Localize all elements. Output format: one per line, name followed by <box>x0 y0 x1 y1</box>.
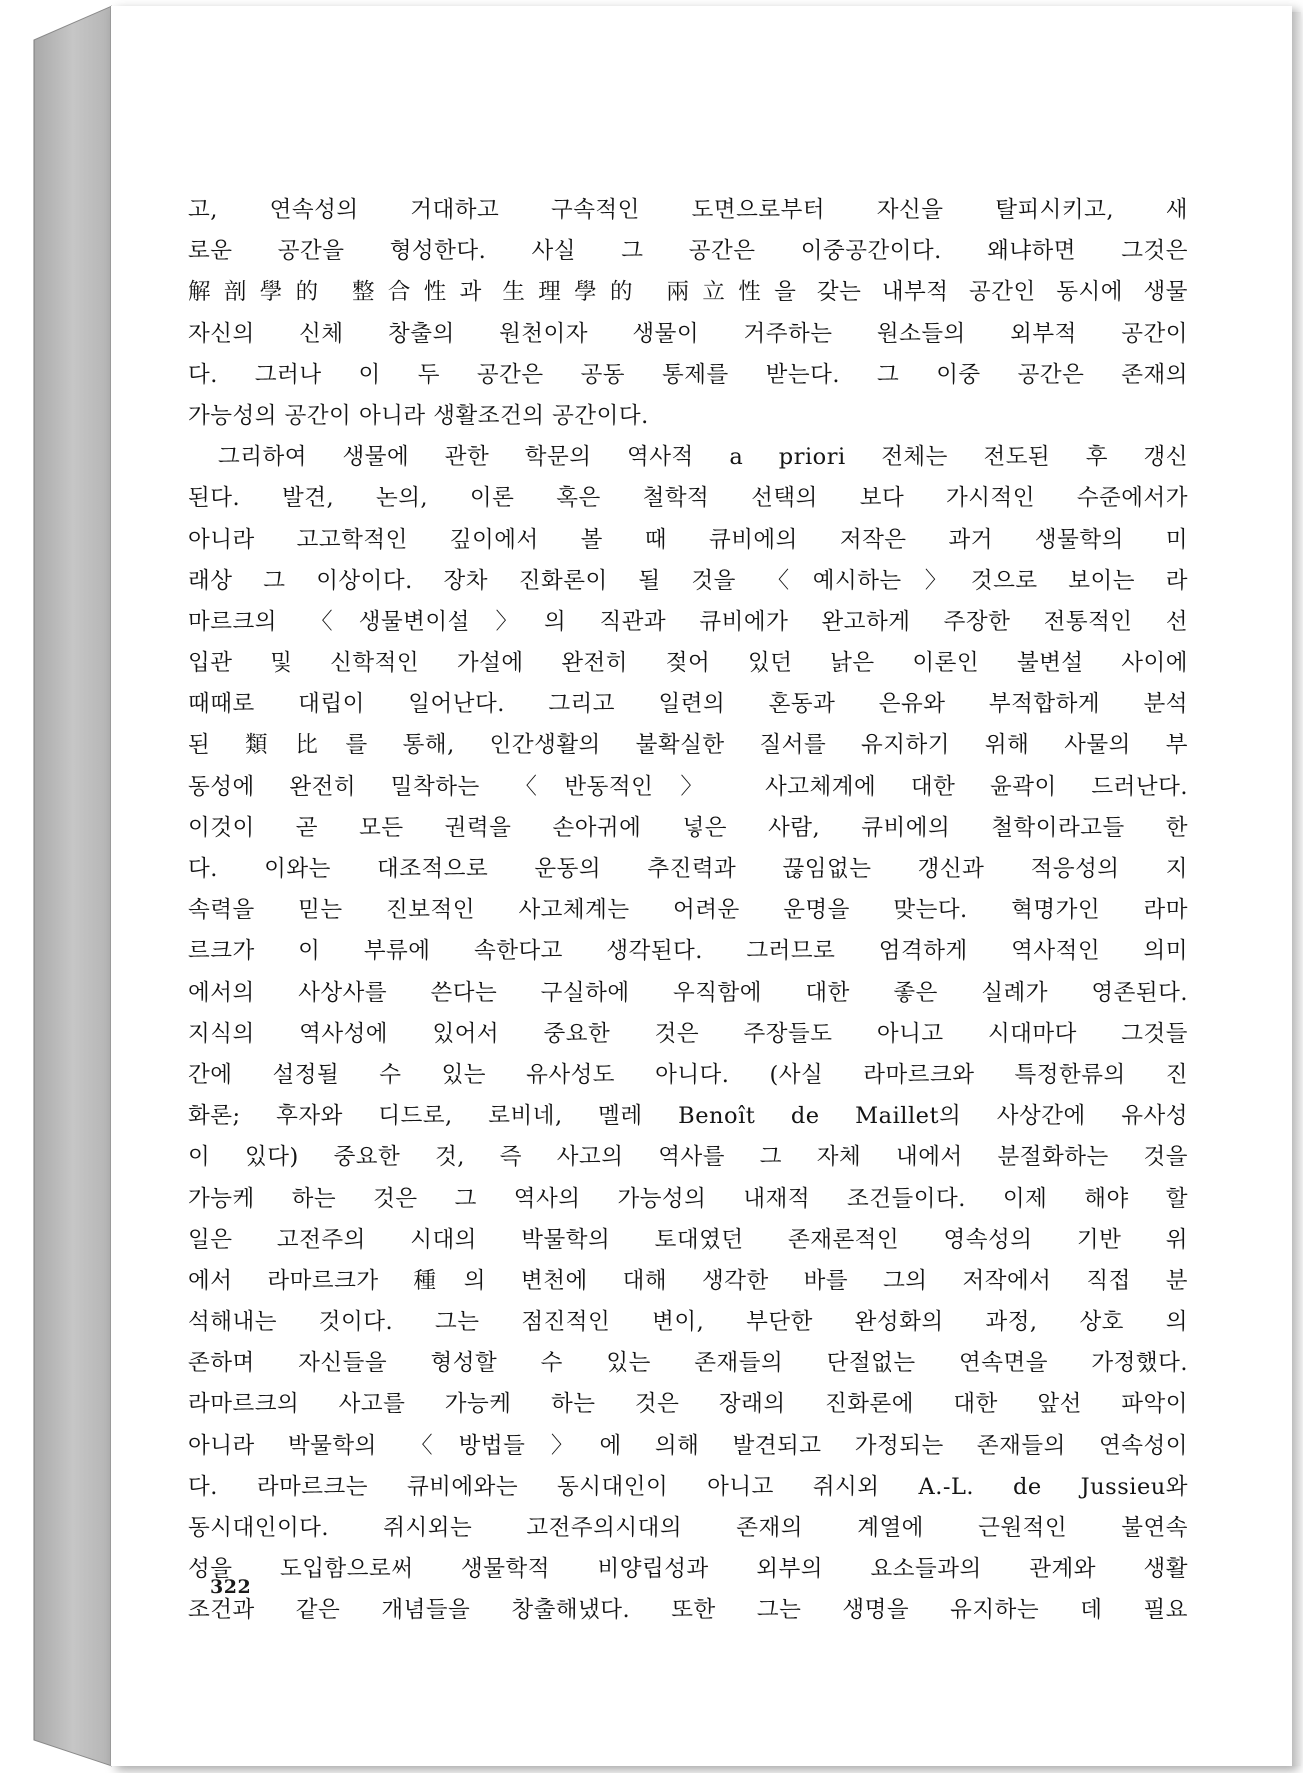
text-line: 르크가 이 부류에 속한다고 생각된다. 그러므로 엄격하게 역사적인 의미 <box>188 938 1188 965</box>
text-line: 라마르크의 사고를 가능케 하는 것은 장래의 진화론에 대한 앞선 파악이 <box>188 1391 1188 1418</box>
text-line: 일은 고전주의 시대의 박물학의 토대였던 존재론적인 영속성의 기반 위 <box>188 1226 1188 1253</box>
text-line: 가능성의 공간이 아니라 생활조건의 공간이다. <box>188 402 649 429</box>
text-line: 동성에 완전히 밀착하는 〈반동적인〉 사고체계에 대한 윤곽이 드러난다. <box>188 773 1188 800</box>
text-line: 지식의 역사성에 있어서 중요한 것은 주장들도 아니고 시대마다 그것들 <box>188 1020 1188 1047</box>
text-line: 석해내는 것이다. 그는 점진적인 변이, 부단한 완성화의 과정, 상호 의 <box>188 1309 1188 1336</box>
text-line: 가능케 하는 것은 그 역사의 가능성의 내재적 조건들이다. 이제 해야 할 <box>188 1185 1188 1212</box>
text-line: 解剖學的 整合性과 生理學的 兩立性을 갖는 내부적 공간인 동시에 생물 <box>188 279 1188 306</box>
text-line: 존하며 자신들을 형성할 수 있는 존재들의 단절없는 연속면을 가정했다. <box>188 1350 1188 1377</box>
text-line: 에서의 사상사를 쓴다는 구실하에 우직함에 대한 좋은 실례가 영존된다. <box>188 979 1188 1006</box>
text-line: 때때로 대립이 일어난다. 그리고 일련의 혼동과 은유와 부적합하게 분석 <box>188 691 1188 718</box>
text-line: 성을 도입함으로써 생물학적 비양립성과 외부의 요소들과의 관계와 생활 <box>188 1556 1188 1583</box>
text-line: 입관 및 신학적인 가설에 완전히 젖어 있던 낡은 이론인 불변설 사이에 <box>188 650 1188 677</box>
text-line: 조건과 같은 개념들을 창출해냈다. 또한 그는 생명을 유지하는 데 필요 <box>188 1597 1188 1624</box>
text-line: 에서 라마르크가 種의 변천에 대해 생각한 바를 그의 저작에서 직접 분 <box>188 1267 1188 1294</box>
text-line: 고, 연속성의 거대하고 구속적인 도면으로부터 자신을 탈피시키고, 새 <box>188 197 1188 223</box>
page-number: 322 <box>210 1576 252 1598</box>
text-line: 아니라 박물학의 〈방법들〉에 의해 발견되고 가정되는 존재들의 연속성이 <box>188 1432 1188 1459</box>
text-line: 동시대인이다. 쥐시외는 고전주의시대의 존재의 계열에 근원적인 불연속 <box>188 1515 1188 1541</box>
text-line: 마르크의 〈생물변이설〉의 직관과 큐비에가 완고하게 주장한 전통적인 선 <box>188 608 1188 635</box>
text-line: 간에 설정될 수 있는 유사성도 아니다. (사실 라마르크와 특정한류의 진 <box>188 1061 1188 1088</box>
text-line: 다. 그러나 이 두 공간은 공동 통제를 받는다. 그 이중 공간은 존재의 <box>188 361 1188 388</box>
text-line: 이 있다) 중요한 것, 즉 사고의 역사를 그 자체 내에서 분절화하는 것을 <box>188 1144 1188 1171</box>
page-edge <box>1292 12 1301 1766</box>
text-line: 속력을 믿는 진보적인 사고체계는 어려운 운명을 맞는다. 혁명가인 라마 <box>188 897 1188 924</box>
text-line: 자신의 신체 창출의 원천이자 생물이 거주하는 원소들의 외부적 공간이 <box>188 320 1188 347</box>
text-line: 로운 공간을 형성한다. 사실 그 공간은 이중공간이다. 왜냐하면 그것은 <box>188 238 1188 265</box>
text-line: 래상 그 이상이다. 장차 진화론이 될 것을 〈예시하는〉것으로 보이는 라 <box>188 567 1188 594</box>
text-line: 아니라 고고학적인 깊이에서 볼 때 큐비에의 저작은 과거 생물학의 미 <box>188 526 1188 553</box>
text-line: 화론; 후자와 디드로, 로비네, 멜레 Benoît de Maillet의 사상간에 유사성 <box>188 1103 1188 1130</box>
book-spine <box>0 0 112 1773</box>
text-line: 그리하여 생물에 관한 학문의 역사적 a priori 전체는 전도된 후 갱신 <box>218 444 1188 471</box>
text-line: 다. 라마르크는 큐비에와는 동시대인이 아니고 쥐시외 A.-L. de Jussieu와 <box>188 1473 1188 1500</box>
text-line: 된 類比를 통해, 인간생활의 불확실한 질서를 유지하기 위해 사물의 부 <box>188 732 1188 759</box>
text-line: 이것이 곧 모든 권력을 손아귀에 넣은 사람, 큐비에의 철학이라고들 한 <box>188 814 1188 841</box>
text-line: 된다. 발견, 논의, 이론 혹은 철학적 선택의 보다 가시적인 수준에서가 <box>188 485 1188 512</box>
page-text-body <box>188 190 1188 1632</box>
text-line: 다. 이와는 대조적으로 운동의 추진력과 끊임없는 갱신과 적응성의 지 <box>188 856 1188 882</box>
